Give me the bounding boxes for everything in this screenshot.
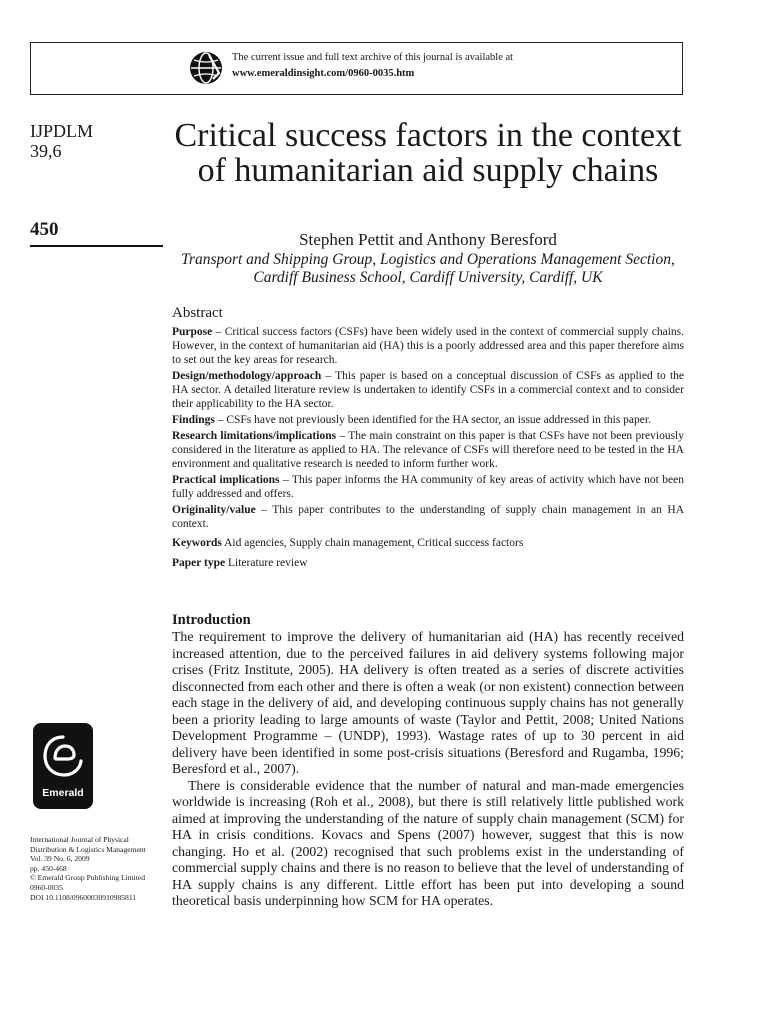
abstract-design <box>172 369 684 411</box>
journal-code: IJPDLM <box>30 121 94 141</box>
article-authors: Stephen Pettit and Anthony Beresford <box>299 230 557 249</box>
journal-info-line: 0960-0035 <box>30 882 63 892</box>
abstract-originality <box>172 503 684 531</box>
journal-volume-issue: 39,6 <box>30 141 62 161</box>
journal-info-line: International Journal of Physical <box>30 835 129 844</box>
abstract-text: – This paper is based on a conceptual discussion of CSFs as applied to the HA sector. A detailed literature review is undertaken to identify CSFs in a commercial context and to consider their applicability to the HA sector. <box>172 370 684 410</box>
page-number: 450 <box>30 219 59 240</box>
abstract-section <box>172 305 684 570</box>
journal-info-line: pp. 450-468 <box>30 863 67 873</box>
abstract-text: – This paper contributes to the understanding of supply chain management in an HA context. <box>172 504 684 530</box>
keywords-label: Keywords <box>172 537 222 549</box>
journal-banner <box>30 42 683 95</box>
article-title: Critical success factors in the context of humanitarian aid supply chains <box>174 117 682 189</box>
article-affiliation <box>172 251 684 287</box>
abstract-label: Findings <box>172 414 215 426</box>
banner-availability-text: The current issue and full text archive of this journal is available at <box>232 52 514 63</box>
abstract-text: – CSFs have not previously been identified for the HA sector, an issue addressed in this paper. <box>214 414 651 426</box>
paper-type-text: Literature review <box>225 557 308 569</box>
abstract-practical <box>172 473 684 501</box>
introduction-section <box>172 612 684 910</box>
abstract-label: Originality/value <box>172 504 256 516</box>
abstract-label: Design/methodology/approach <box>172 370 322 382</box>
abstract-purpose <box>172 325 684 367</box>
introduction-paragraph-1: The requirement to improve the delivery of humanitarian aid (HA) has recently received increased attention, due to the perceived failures in aid delivery systems following major crises (Fritz Institute, 2005). HA delivery is often treated as a series of discrete activities disconnected from each other and there is often a weak (or non existent) connection between each stage in the delivery of aid, and developing continuous supply chains has not generally been a priority leading to large amounts of waste (Taylor and Pettit, 2008; United Nations Development Programme – (UNDP), 1993). Wastage rates of up to 30 percent in aid delivery have been identified in some post-crisis situations (Beresford and Rugamba, 1996; Beresford et al., 2007). <box>172 629 684 776</box>
abstract-heading: Abstract <box>172 305 223 321</box>
abstract-label: Practical implications <box>172 474 280 486</box>
journal-info-line: Vol. 39 No. 6, 2009 <box>30 854 90 864</box>
abstract-text: – Critical success factors (CSFs) have been widely used in the context of commercial supply chains. However, in the context of humanitarian aid (HA) this is a poorly addressed area and this paper therefore aims to set out the key areas for research. <box>172 326 684 366</box>
page-number-divider <box>30 245 163 247</box>
keywords-text: Aid agencies, Supply chain management, Critical success factors <box>221 537 524 549</box>
abstract-label: Research limitations/implications <box>172 430 337 442</box>
journal-info-line: © Emerald Group Publishing Limited <box>30 873 146 883</box>
abstract-limitations <box>172 429 684 471</box>
introduction-heading: Introduction <box>172 612 251 628</box>
globe-icon <box>189 51 223 85</box>
banner-url-link[interactable]: www.emeraldinsight.com/0960-0035.htm <box>232 68 415 79</box>
paper-type <box>172 556 684 570</box>
keywords <box>172 536 684 550</box>
paper-type-label: Paper type <box>172 557 226 569</box>
journal-info-line: Distribution & Logistics Management <box>30 844 146 854</box>
emerald-swirl-icon <box>41 731 85 781</box>
abstract-label: Purpose <box>172 326 213 338</box>
introduction-paragraph-2: There is considerable evidence that the number of natural and man-made emergencies worldwide is increasing (Roh et al., 2008), but there is still relatively little published work aimed at improving the understanding of the nature of supply chain management (SCM) for HA in crisis conditions. Kovacs and Spens (2007) however, suggest that this is now changing. Ho et al. (2002) recognised that such problems exist in the understanding of commercial supply chains and there is no reason to believe that the level of understanding of HA supply chains is any different. Little effort has been put into developing a sound theoretical basis underpinning how SCM for HA operates. <box>172 777 684 908</box>
affiliation-line-1: Transport and Shipping Group, Logistics and Operations Management Section, <box>181 251 675 268</box>
emerald-logo <box>33 723 93 809</box>
abstract-text: – The main constraint on this paper is that CSFs have not been previously considered in the literature as applied to HA. The relevance of CSFs will therefore need to be tested in the HA environment and qualitative research is needed to inform further work. <box>172 430 685 470</box>
emerald-logo-text: Emerald <box>42 787 84 799</box>
journal-info-line: DOI 10.1108/09600030910985811 <box>30 892 137 902</box>
abstract-findings <box>172 413 684 427</box>
journal-info <box>30 835 170 902</box>
abstract-text: – This paper informs the HA community of key areas of activity which have not been fully addressed and offers. <box>172 474 685 500</box>
affiliation-line-2: Cardiff Business School, Cardiff University, Cardiff, UK <box>253 269 603 286</box>
